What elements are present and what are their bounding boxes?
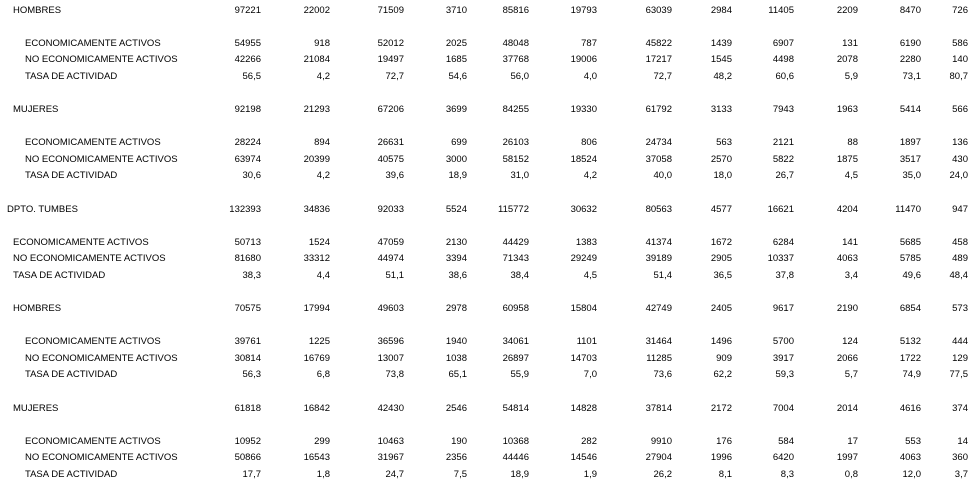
table-cell: 37814 bbox=[645, 403, 672, 414]
table-cell: 60,6 bbox=[775, 71, 794, 82]
table-cell: 374 bbox=[952, 403, 968, 414]
table-cell: 909 bbox=[716, 353, 732, 364]
table-row bbox=[0, 5, 972, 17]
table-cell: 17,7 bbox=[242, 469, 261, 480]
table-cell: 72,7 bbox=[653, 71, 672, 82]
table-cell: 56,5 bbox=[242, 71, 261, 82]
table-cell: 5524 bbox=[445, 204, 467, 215]
indicator-row-label: TASA DE ACTIVIDAD bbox=[25, 369, 118, 380]
table-cell: 20399 bbox=[303, 154, 330, 165]
table-cell: 2209 bbox=[836, 5, 858, 16]
table-cell: 5700 bbox=[772, 336, 794, 347]
table-row bbox=[0, 403, 972, 415]
table-cell: 2078 bbox=[836, 54, 858, 65]
table-cell: 2280 bbox=[899, 54, 921, 65]
table-cell: 5414 bbox=[899, 104, 921, 115]
table-cell: 10463 bbox=[377, 436, 404, 447]
table-cell: 115772 bbox=[498, 204, 529, 215]
group-heading-label: HOMBRES bbox=[13, 5, 62, 16]
table-cell: 18,9 bbox=[510, 469, 529, 480]
table-cell: 0,8 bbox=[844, 469, 858, 480]
table-cell: 7,0 bbox=[583, 369, 597, 380]
table-cell: 17 bbox=[847, 436, 858, 447]
table-cell: 67206 bbox=[377, 104, 404, 115]
table-cell: 4,5 bbox=[583, 270, 597, 281]
table-cell: 7,5 bbox=[453, 469, 467, 480]
table-row bbox=[0, 104, 972, 116]
table-cell: 918 bbox=[314, 38, 330, 49]
indicator-row-label: ECONOMICAMENTE ACTIVOS bbox=[25, 137, 161, 148]
table-cell: 1225 bbox=[308, 336, 330, 347]
table-cell: 18524 bbox=[570, 154, 597, 165]
table-cell: 6420 bbox=[772, 452, 794, 463]
table-cell: 6,8 bbox=[316, 369, 330, 380]
table-cell: 787 bbox=[581, 38, 597, 49]
table-cell: 11470 bbox=[895, 204, 921, 215]
table-cell: 132393 bbox=[229, 204, 261, 215]
table-cell: 1,8 bbox=[316, 469, 330, 480]
table-cell: 81680 bbox=[234, 253, 261, 264]
table-cell: 2130 bbox=[445, 237, 467, 248]
table-cell: 2905 bbox=[710, 253, 732, 264]
table-cell: 48048 bbox=[502, 38, 529, 49]
table-cell: 141 bbox=[842, 237, 858, 248]
table-cell: 3710 bbox=[445, 5, 467, 16]
table-cell: 6190 bbox=[899, 38, 921, 49]
table-cell: 586 bbox=[952, 38, 968, 49]
table-cell: 131 bbox=[842, 38, 858, 49]
table-cell: 27904 bbox=[645, 452, 672, 463]
table-row bbox=[0, 170, 972, 182]
table-row bbox=[0, 137, 972, 149]
table-cell: 7943 bbox=[772, 104, 794, 115]
table-row bbox=[0, 204, 972, 216]
table-cell: 58152 bbox=[502, 154, 529, 165]
table-cell: 17217 bbox=[645, 54, 672, 65]
table-cell: 54955 bbox=[234, 38, 261, 49]
table-row bbox=[0, 303, 972, 315]
table-cell: 11405 bbox=[768, 5, 794, 16]
table-cell: 4498 bbox=[772, 54, 794, 65]
indicator-row-label: TASA DE ACTIVIDAD bbox=[25, 469, 118, 480]
table-cell: 3699 bbox=[445, 104, 467, 115]
table-cell: 5,9 bbox=[844, 71, 858, 82]
table-cell: 19793 bbox=[570, 5, 597, 16]
table-cell: 3917 bbox=[772, 353, 794, 364]
table-cell: 61792 bbox=[645, 104, 672, 115]
table-cell: 51,4 bbox=[653, 270, 672, 281]
table-cell: 1875 bbox=[836, 154, 858, 165]
table-cell: 65,1 bbox=[448, 369, 467, 380]
indicator-row-label: NO ECONOMICAMENTE ACTIVOS bbox=[25, 353, 178, 364]
table-cell: 44974 bbox=[377, 253, 404, 264]
table-cell: 14 bbox=[957, 436, 968, 447]
table-cell: 136 bbox=[952, 137, 968, 148]
indicator-row-label: TASA DE ACTIVIDAD bbox=[25, 71, 118, 82]
table-cell: 63974 bbox=[234, 154, 261, 165]
table-cell: 44446 bbox=[502, 452, 529, 463]
indicator-row-label: NO ECONOMICAMENTE ACTIVOS bbox=[13, 253, 166, 264]
table-cell: 24,7 bbox=[385, 469, 404, 480]
table-cell: 37058 bbox=[645, 154, 672, 165]
table-cell: 39,6 bbox=[385, 170, 404, 181]
table-cell: 129 bbox=[952, 353, 968, 364]
table-cell: 2978 bbox=[445, 303, 467, 314]
table-cell: 5685 bbox=[899, 237, 921, 248]
table-cell: 947 bbox=[952, 204, 968, 215]
table-cell: 8470 bbox=[899, 5, 921, 16]
table-cell: 1383 bbox=[575, 237, 597, 248]
table-cell: 26,7 bbox=[775, 170, 794, 181]
table-cell: 10337 bbox=[767, 253, 794, 264]
table-cell: 10952 bbox=[234, 436, 261, 447]
table-cell: 4,2 bbox=[316, 170, 330, 181]
table-cell: 3,7 bbox=[954, 469, 968, 480]
table-cell: 4,4 bbox=[316, 270, 330, 281]
table-cell: 17994 bbox=[303, 303, 330, 314]
table-cell: 16543 bbox=[303, 452, 330, 463]
table-cell: 1524 bbox=[308, 237, 330, 248]
indicator-row-label: ECONOMICAMENTE ACTIVOS bbox=[25, 436, 161, 447]
table-cell: 2984 bbox=[710, 5, 732, 16]
table-cell: 42749 bbox=[645, 303, 672, 314]
table-cell: 4204 bbox=[836, 204, 858, 215]
indicator-row-label: ECONOMICAMENTE ACTIVOS bbox=[25, 336, 161, 347]
table-cell: 4577 bbox=[710, 204, 732, 215]
table-cell: 2405 bbox=[710, 303, 732, 314]
table-cell: 71509 bbox=[377, 5, 404, 16]
table-cell: 3,4 bbox=[844, 270, 858, 281]
table-cell: 360 bbox=[952, 452, 968, 463]
table-cell: 42266 bbox=[234, 54, 261, 65]
table-cell: 190 bbox=[451, 436, 467, 447]
table-cell: 2066 bbox=[836, 353, 858, 364]
table-cell: 6284 bbox=[772, 237, 794, 248]
table-row bbox=[0, 253, 972, 265]
table-cell: 9910 bbox=[650, 436, 672, 447]
table-cell: 26103 bbox=[502, 137, 529, 148]
table-cell: 24,0 bbox=[949, 170, 968, 181]
table-cell: 77,5 bbox=[949, 369, 968, 380]
table-cell: 36,5 bbox=[713, 270, 732, 281]
table-cell: 3517 bbox=[899, 154, 921, 165]
table-cell: 1,9 bbox=[583, 469, 597, 480]
table-cell: 444 bbox=[952, 336, 968, 347]
table-cell: 88 bbox=[847, 137, 858, 148]
table-cell: 2025 bbox=[445, 38, 467, 49]
table-row bbox=[0, 369, 972, 381]
table-cell: 2190 bbox=[836, 303, 858, 314]
table-cell: 6854 bbox=[899, 303, 921, 314]
group-heading-label: MUJERES bbox=[13, 403, 59, 414]
table-cell: 19006 bbox=[570, 54, 597, 65]
table-cell: 2014 bbox=[836, 403, 858, 414]
table-cell: 124 bbox=[842, 336, 858, 347]
table-cell: 12,0 bbox=[902, 469, 921, 480]
table-cell: 22002 bbox=[303, 5, 330, 16]
table-cell: 11285 bbox=[646, 353, 672, 364]
table-cell: 92033 bbox=[377, 204, 404, 215]
indicator-row-label: NO ECONOMICAMENTE ACTIVOS bbox=[25, 54, 178, 65]
table-cell: 5,7 bbox=[844, 369, 858, 380]
table-cell: 45822 bbox=[645, 38, 672, 49]
indicator-row-label: ECONOMICAMENTE ACTIVOS bbox=[13, 237, 149, 248]
table-cell: 14546 bbox=[570, 452, 597, 463]
table-cell: 10368 bbox=[502, 436, 529, 447]
table-cell: 1038 bbox=[445, 353, 467, 364]
table-cell: 4,0 bbox=[583, 71, 597, 82]
table-cell: 54,6 bbox=[448, 71, 467, 82]
table-cell: 8,3 bbox=[780, 469, 794, 480]
table-row bbox=[0, 452, 972, 464]
table-row bbox=[0, 38, 972, 50]
table-cell: 573 bbox=[952, 303, 968, 314]
table-cell: 894 bbox=[314, 137, 330, 148]
table-cell: 4,2 bbox=[583, 170, 597, 181]
table-cell: 92198 bbox=[234, 104, 261, 115]
table-row bbox=[0, 336, 972, 348]
table-cell: 38,6 bbox=[448, 270, 467, 281]
table-row bbox=[0, 436, 972, 448]
table-cell: 72,7 bbox=[385, 71, 404, 82]
table-cell: 80563 bbox=[645, 204, 672, 215]
table-cell: 3394 bbox=[445, 253, 467, 264]
table-cell: 48,2 bbox=[713, 71, 732, 82]
table-cell: 2546 bbox=[445, 403, 467, 414]
table-cell: 73,8 bbox=[385, 369, 404, 380]
table-cell: 51,1 bbox=[385, 270, 404, 281]
table-cell: 48,4 bbox=[949, 270, 968, 281]
group-heading-label: MUJERES bbox=[13, 104, 59, 115]
table-cell: 16769 bbox=[303, 353, 330, 364]
table-cell: 40,0 bbox=[653, 170, 672, 181]
table-cell: 52012 bbox=[377, 38, 404, 49]
department-heading-label: DPTO. TUMBES bbox=[7, 204, 78, 215]
table-row bbox=[0, 469, 972, 481]
table-cell: 80,7 bbox=[949, 71, 968, 82]
table-cell: 26897 bbox=[502, 353, 529, 364]
table-cell: 563 bbox=[716, 137, 732, 148]
table-row bbox=[0, 71, 972, 83]
table-cell: 37,8 bbox=[775, 270, 794, 281]
table-cell: 31464 bbox=[645, 336, 672, 347]
table-cell: 584 bbox=[778, 436, 794, 447]
table-cell: 50866 bbox=[234, 452, 261, 463]
table-cell: 26631 bbox=[377, 137, 404, 148]
table-cell: 34061 bbox=[502, 336, 529, 347]
table-cell: 4,2 bbox=[316, 71, 330, 82]
table-cell: 34836 bbox=[303, 204, 330, 215]
table-cell: 24734 bbox=[645, 137, 672, 148]
table-cell: 39189 bbox=[645, 253, 672, 264]
table-cell: 7004 bbox=[772, 403, 794, 414]
table-cell: 97221 bbox=[234, 5, 261, 16]
table-cell: 806 bbox=[581, 137, 597, 148]
table-cell: 30632 bbox=[570, 204, 597, 215]
table-cell: 6907 bbox=[772, 38, 794, 49]
table-cell: 31967 bbox=[377, 452, 404, 463]
table-cell: 726 bbox=[952, 5, 968, 16]
table-cell: 699 bbox=[451, 137, 467, 148]
table-cell: 62,2 bbox=[713, 369, 732, 380]
table-cell: 4063 bbox=[899, 452, 921, 463]
table-cell: 5132 bbox=[899, 336, 921, 347]
table-row bbox=[0, 154, 972, 166]
table-cell: 36596 bbox=[377, 336, 404, 347]
table-cell: 140 bbox=[952, 54, 968, 65]
indicator-row-label: NO ECONOMICAMENTE ACTIVOS bbox=[25, 452, 178, 463]
table-cell: 21084 bbox=[303, 54, 330, 65]
table-cell: 63039 bbox=[645, 5, 672, 16]
table-cell: 458 bbox=[952, 237, 968, 248]
table-cell: 176 bbox=[716, 436, 732, 447]
table-cell: 49,6 bbox=[902, 270, 921, 281]
table-cell: 14703 bbox=[570, 353, 597, 364]
table-cell: 18,0 bbox=[713, 170, 732, 181]
table-cell: 16842 bbox=[303, 403, 330, 414]
table-cell: 30,6 bbox=[242, 170, 261, 181]
table-cell: 55,9 bbox=[510, 369, 529, 380]
table-cell: 1940 bbox=[445, 336, 467, 347]
table-cell: 5785 bbox=[899, 253, 921, 264]
table-cell: 2121 bbox=[772, 137, 794, 148]
table-cell: 73,6 bbox=[653, 369, 672, 380]
table-cell: 1685 bbox=[445, 54, 467, 65]
table-cell: 566 bbox=[952, 104, 968, 115]
table-cell: 59,3 bbox=[775, 369, 794, 380]
table-row bbox=[0, 270, 972, 282]
indicator-row-label: ECONOMICAMENTE ACTIVOS bbox=[25, 38, 161, 49]
table-cell: 2570 bbox=[710, 154, 732, 165]
table-cell: 1996 bbox=[710, 452, 732, 463]
table-cell: 1545 bbox=[710, 54, 732, 65]
table-cell: 4616 bbox=[899, 403, 921, 414]
table-cell: 19497 bbox=[377, 54, 404, 65]
table-row bbox=[0, 353, 972, 365]
table-cell: 31,0 bbox=[510, 170, 529, 181]
indicator-row-label: TASA DE ACTIVIDAD bbox=[13, 270, 106, 281]
table-cell: 2172 bbox=[710, 403, 732, 414]
table-cell: 54814 bbox=[502, 403, 529, 414]
table-cell: 44429 bbox=[502, 237, 529, 248]
table-cell: 3133 bbox=[710, 104, 732, 115]
table-cell: 21293 bbox=[303, 104, 330, 115]
table-cell: 56,3 bbox=[242, 369, 261, 380]
table-cell: 4063 bbox=[836, 253, 858, 264]
table-cell: 18,9 bbox=[448, 170, 467, 181]
table-cell: 47059 bbox=[377, 237, 404, 248]
table-row bbox=[0, 237, 972, 249]
table-cell: 70575 bbox=[234, 303, 261, 314]
table-cell: 9617 bbox=[772, 303, 794, 314]
table-cell: 1963 bbox=[836, 104, 858, 115]
table-cell: 30814 bbox=[234, 353, 261, 364]
table-cell: 430 bbox=[952, 154, 968, 165]
indicator-row-label: NO ECONOMICAMENTE ACTIVOS bbox=[25, 154, 178, 165]
table-cell: 73,1 bbox=[902, 71, 921, 82]
table-cell: 282 bbox=[581, 436, 597, 447]
table-cell: 41374 bbox=[645, 237, 672, 248]
table-cell: 1997 bbox=[836, 452, 858, 463]
table-cell: 56,0 bbox=[510, 71, 529, 82]
table-cell: 38,4 bbox=[510, 270, 529, 281]
table-cell: 15804 bbox=[570, 303, 597, 314]
table-cell: 8,1 bbox=[718, 469, 732, 480]
table-cell: 1101 bbox=[576, 336, 597, 347]
table-cell: 85816 bbox=[502, 5, 529, 16]
table-cell: 50713 bbox=[234, 237, 261, 248]
group-heading-label: HOMBRES bbox=[13, 303, 62, 314]
table-cell: 37768 bbox=[502, 54, 529, 65]
table-cell: 1722 bbox=[899, 353, 921, 364]
indicator-row-label: TASA DE ACTIVIDAD bbox=[25, 170, 118, 181]
table-cell: 74,9 bbox=[902, 369, 921, 380]
table-cell: 4,5 bbox=[844, 170, 858, 181]
table-cell: 29249 bbox=[570, 253, 597, 264]
table-cell: 13007 bbox=[377, 353, 404, 364]
table-cell: 553 bbox=[905, 436, 921, 447]
table-cell: 35,0 bbox=[902, 170, 921, 181]
table-cell: 16621 bbox=[767, 204, 794, 215]
table-cell: 28224 bbox=[234, 137, 261, 148]
table-cell: 38,3 bbox=[242, 270, 261, 281]
table-cell: 84255 bbox=[502, 104, 529, 115]
table-cell: 1496 bbox=[710, 336, 732, 347]
table-cell: 1672 bbox=[710, 237, 732, 248]
table-cell: 1439 bbox=[710, 38, 732, 49]
table-cell: 60958 bbox=[502, 303, 529, 314]
table-cell: 39761 bbox=[234, 336, 261, 347]
table-cell: 1897 bbox=[899, 137, 921, 148]
table-cell: 26,2 bbox=[653, 469, 672, 480]
table-cell: 19330 bbox=[570, 104, 597, 115]
table-cell: 3000 bbox=[445, 154, 467, 165]
table-cell: 299 bbox=[314, 436, 330, 447]
table-row bbox=[0, 54, 972, 66]
table-cell: 71343 bbox=[502, 253, 529, 264]
table-cell: 40575 bbox=[377, 154, 404, 165]
table-cell: 61818 bbox=[234, 403, 261, 414]
table-cell: 14828 bbox=[570, 403, 597, 414]
table-cell: 489 bbox=[952, 253, 968, 264]
table-cell: 49603 bbox=[377, 303, 404, 314]
table-cell: 42430 bbox=[377, 403, 404, 414]
table-cell: 2356 bbox=[445, 452, 467, 463]
table-cell: 5822 bbox=[772, 154, 794, 165]
table-cell: 33312 bbox=[303, 253, 330, 264]
